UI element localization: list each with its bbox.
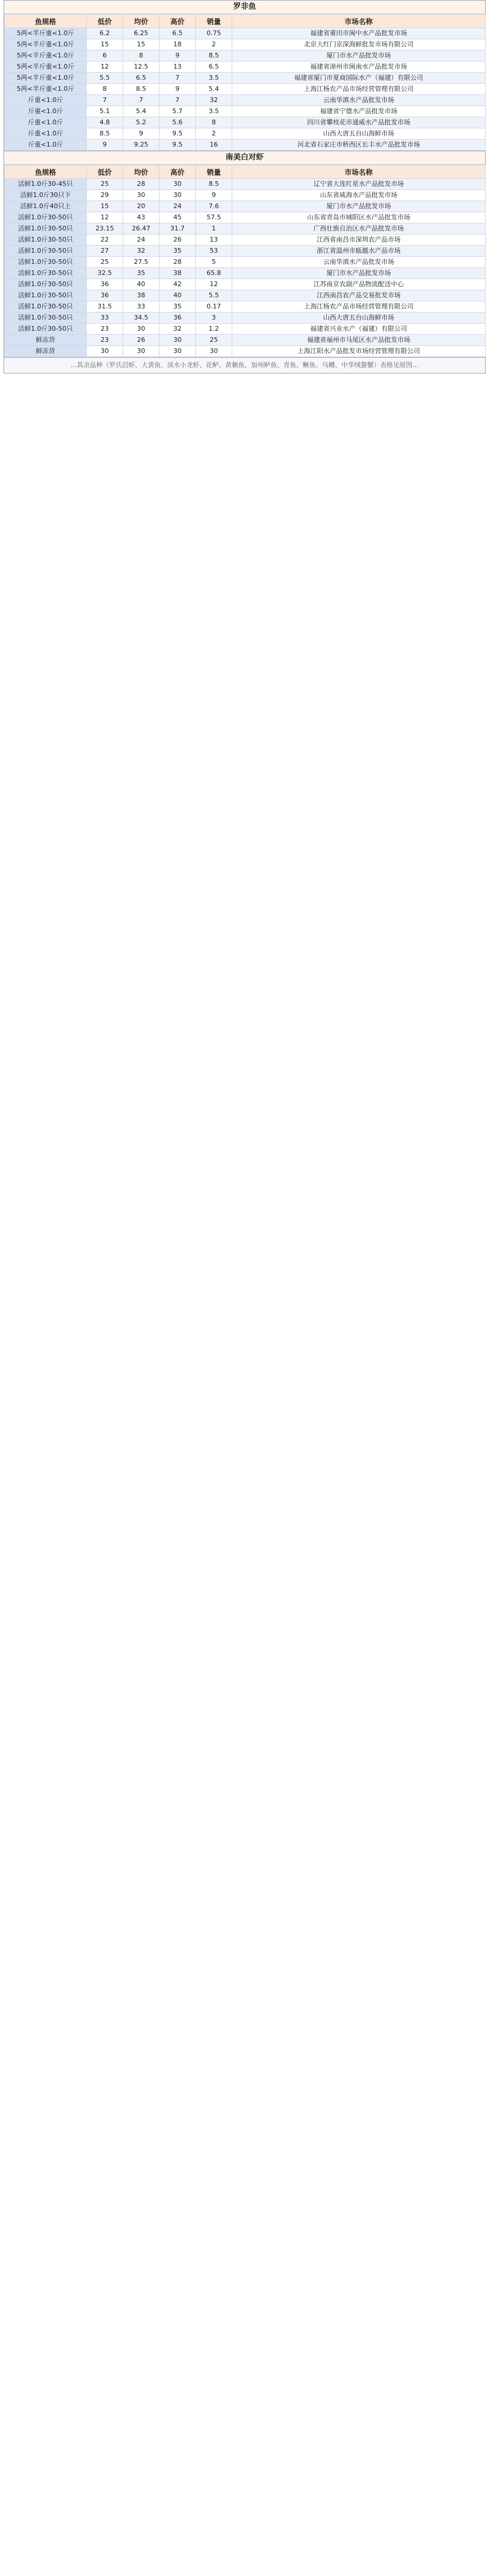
- table-row: [5, 106, 486, 117]
- cell-market: 福建省兴业水产（福建）有限公司: [232, 324, 486, 335]
- cell-market: 福建省福州市马尾区水产品批发市场: [232, 335, 486, 346]
- cell-market: 上海江杨农产品市场经营管理有限公司: [232, 301, 486, 313]
- cell-high: 36: [160, 313, 196, 324]
- cell-high: 30: [160, 190, 196, 201]
- cell-low: 15: [87, 201, 123, 212]
- cell-spec: 5两<半斤重<1.0斤: [5, 62, 87, 73]
- cell-avg: 35: [123, 268, 160, 279]
- cell-low: 8: [87, 84, 123, 95]
- cell-volume: 7.6: [196, 201, 232, 212]
- cell-market: 江苏南京农副产品物流配送中心: [232, 279, 486, 290]
- cell-avg: 6.25: [123, 28, 160, 39]
- cell-avg: 30: [123, 346, 160, 357]
- cell-high: 38: [160, 268, 196, 279]
- cell-avg: 9.25: [123, 140, 160, 151]
- cell-avg: 34.5: [123, 313, 160, 324]
- table-row: [5, 279, 486, 290]
- section-whiteleg-shrimp: [4, 151, 485, 358]
- cell-high: 5.7: [160, 106, 196, 117]
- table-row: [5, 268, 486, 279]
- cell-volume: 57.5: [196, 212, 232, 223]
- cell-high: 9: [160, 84, 196, 95]
- col-high: 高价: [160, 165, 196, 179]
- cell-low: 6: [87, 50, 123, 62]
- col-high: 高价: [160, 15, 196, 28]
- table-row: [5, 28, 486, 39]
- table-row: [5, 212, 486, 223]
- cell-market: 山西大唐五台山海鲜市场: [232, 313, 486, 324]
- cell-high: 9.5: [160, 140, 196, 151]
- cell-spec: 斤重<1.0斤: [5, 128, 87, 140]
- cell-market: 福建省宁德水产品批发市场: [232, 106, 486, 117]
- cell-avg: 32: [123, 246, 160, 257]
- table-row: [5, 257, 486, 268]
- cell-low: 36: [87, 279, 123, 290]
- section-title: 罗非鱼: [4, 1, 485, 14]
- cell-spec: 5两<半斤重<1.0斤: [5, 73, 87, 84]
- col-low: 低价: [87, 165, 123, 179]
- table-row: [5, 128, 486, 140]
- cell-spec: 活鲜1.0斤30-50只: [5, 313, 87, 324]
- cell-low: 7: [87, 95, 123, 106]
- table-row: [5, 301, 486, 313]
- cell-volume: 2: [196, 39, 232, 50]
- cell-high: 30: [160, 335, 196, 346]
- table-row: [5, 179, 486, 190]
- cell-market: 辽宁省大连红星水产品批发市场: [232, 179, 486, 190]
- cell-low: 29: [87, 190, 123, 201]
- cell-market: 福建省莆田市闽中水产品批发市场: [232, 28, 486, 39]
- section-tilapia: [4, 1, 485, 151]
- cell-low: 25: [87, 257, 123, 268]
- cell-avg: 6.5: [123, 73, 160, 84]
- cell-market: 浙江省温州市瓯越水产品市场: [232, 246, 486, 257]
- cell-high: 45: [160, 212, 196, 223]
- cell-market: 北京大红门京深海鲜批发市场有限公司: [232, 39, 486, 50]
- cell-volume: 25: [196, 335, 232, 346]
- cell-spec: 活鲜1.0斤30-50只: [5, 235, 87, 246]
- continuation-note: …其余品种（罗氏沼虾、大黄鱼、淡水小龙虾、花鲈、黄颡鱼、加州鲈鱼、青鱼、鳜鱼、乌鳢、中华绒螯蟹）表格见原图…: [4, 358, 485, 373]
- cell-high: 31.7: [160, 223, 196, 235]
- cell-market: 山东省威海水产品批发市场: [232, 190, 486, 201]
- cell-low: 30: [87, 346, 123, 357]
- cell-avg: 40: [123, 279, 160, 290]
- cell-market: 江西省南昌市深圳农产品市场: [232, 235, 486, 246]
- cell-volume: 0.17: [196, 301, 232, 313]
- cell-high: 30: [160, 346, 196, 357]
- table-row: [5, 223, 486, 235]
- col-avg: 均价: [123, 15, 160, 28]
- cell-spec: 活鲜1.0斤30-50只: [5, 324, 87, 335]
- cell-low: 23: [87, 324, 123, 335]
- cell-avg: 7: [123, 95, 160, 106]
- cell-avg: 8.5: [123, 84, 160, 95]
- cell-volume: 0.75: [196, 28, 232, 39]
- cell-avg: 15: [123, 39, 160, 50]
- cell-volume: 12: [196, 279, 232, 290]
- cell-volume: 3.5: [196, 106, 232, 117]
- cell-low: 4.8: [87, 117, 123, 128]
- cell-spec: 斤重<1.0斤: [5, 95, 87, 106]
- table-row: [5, 201, 486, 212]
- cell-spec: 鲜冻货: [5, 346, 87, 357]
- col-spec: 鱼规格: [5, 15, 87, 28]
- cell-low: 27: [87, 246, 123, 257]
- cell-avg: 30: [123, 190, 160, 201]
- cell-volume: 8.5: [196, 50, 232, 62]
- cell-high: 28: [160, 257, 196, 268]
- cell-high: 6.5: [160, 28, 196, 39]
- cell-low: 31.5: [87, 301, 123, 313]
- cell-high: 5.6: [160, 117, 196, 128]
- col-market: 市场名称: [232, 15, 486, 28]
- price-table: [4, 165, 486, 357]
- cell-low: 36: [87, 290, 123, 301]
- cell-high: 32: [160, 324, 196, 335]
- col-low: 低价: [87, 15, 123, 28]
- col-volume: 销量: [196, 15, 232, 28]
- cell-high: 7: [160, 73, 196, 84]
- table-row: [5, 62, 486, 73]
- cell-avg: 27.5: [123, 257, 160, 268]
- cell-spec: 活鲜1.0斤30-50只: [5, 257, 87, 268]
- table-row: [5, 235, 486, 246]
- cell-volume: 13: [196, 235, 232, 246]
- cell-avg: 12.5: [123, 62, 160, 73]
- cell-volume: 1.2: [196, 324, 232, 335]
- cell-low: 12: [87, 212, 123, 223]
- cell-high: 35: [160, 246, 196, 257]
- cell-volume: 5: [196, 257, 232, 268]
- cell-avg: 30: [123, 324, 160, 335]
- cell-volume: 3: [196, 313, 232, 324]
- table-row: [5, 190, 486, 201]
- cell-market: 山西大唐五台山海鲜市场: [232, 128, 486, 140]
- cell-avg: 24: [123, 235, 160, 246]
- col-spec: 鱼规格: [5, 165, 87, 179]
- cell-market: 山东省青岛市城阳区水产品批发市场: [232, 212, 486, 223]
- table-header-row: [5, 165, 486, 179]
- cell-low: 6.2: [87, 28, 123, 39]
- cell-avg: 5.2: [123, 117, 160, 128]
- cell-spec: 活鲜1.0斤30-50只: [5, 301, 87, 313]
- price-table: [4, 14, 486, 151]
- cell-spec: 5两<半斤重<1.0斤: [5, 39, 87, 50]
- cell-volume: 65.8: [196, 268, 232, 279]
- cell-avg: 8: [123, 50, 160, 62]
- cell-avg: 28: [123, 179, 160, 190]
- cell-spec: 活鲜1.0斤30-50只: [5, 290, 87, 301]
- table-row: [5, 39, 486, 50]
- cell-low: 23.15: [87, 223, 123, 235]
- cell-spec: 活鲜1.0斤40只上: [5, 201, 87, 212]
- cell-spec: 5两<半斤重<1.0斤: [5, 50, 87, 62]
- cell-avg: 33: [123, 301, 160, 313]
- cell-spec: 斤重<1.0斤: [5, 117, 87, 128]
- cell-high: 18: [160, 39, 196, 50]
- cell-market: 河北省石家庄市桥西区长丰水产品批发市场: [232, 140, 486, 151]
- col-volume: 销量: [196, 165, 232, 179]
- cell-volume: 16: [196, 140, 232, 151]
- cell-avg: 38: [123, 290, 160, 301]
- cell-low: 15: [87, 39, 123, 50]
- cell-market: 厦门市水产品批发市场: [232, 268, 486, 279]
- cell-spec: 活鲜1.0斤30-50只: [5, 212, 87, 223]
- table-row: [5, 95, 486, 106]
- cell-spec: 活鲜1.0斤30-50只: [5, 268, 87, 279]
- cell-low: 9: [87, 140, 123, 151]
- cell-low: 33: [87, 313, 123, 324]
- cell-spec: 斤重<1.0斤: [5, 106, 87, 117]
- cell-volume: 8: [196, 117, 232, 128]
- cell-low: 23: [87, 335, 123, 346]
- cell-market: 江西南昌农产品交易批发市场: [232, 290, 486, 301]
- cell-high: 42: [160, 279, 196, 290]
- cell-spec: 斤重<1.0斤: [5, 140, 87, 151]
- cell-avg: 26.47: [123, 223, 160, 235]
- table-row: [5, 84, 486, 95]
- table-row: [5, 313, 486, 324]
- cell-market: 云南华滇水产品批发市场: [232, 257, 486, 268]
- cell-high: 24: [160, 201, 196, 212]
- cell-volume: 2: [196, 128, 232, 140]
- cell-low: 25: [87, 179, 123, 190]
- cell-low: 22: [87, 235, 123, 246]
- cell-low: 12: [87, 62, 123, 73]
- cell-spec: 5两<半斤重<1.0斤: [5, 84, 87, 95]
- cell-high: 26: [160, 235, 196, 246]
- cell-spec: 活鲜1.0斤30-50只: [5, 223, 87, 235]
- cell-spec: 活鲜1.0斤30只下: [5, 190, 87, 201]
- cell-market: 福建省漳州市闽南水产品批发市场: [232, 62, 486, 73]
- cell-high: 7: [160, 95, 196, 106]
- col-avg: 均价: [123, 165, 160, 179]
- cell-volume: 5.4: [196, 84, 232, 95]
- cell-market: 上海江阳水产品批发市场经营管理有限公司: [232, 346, 486, 357]
- cell-volume: 5.5: [196, 290, 232, 301]
- cell-volume: 6.5: [196, 62, 232, 73]
- cell-spec: 活鲜1.0斤30-45只: [5, 179, 87, 190]
- cell-volume: 53: [196, 246, 232, 257]
- cell-spec: 鲜冻货: [5, 335, 87, 346]
- cell-market: 广西壮族自治区水产品批发市场: [232, 223, 486, 235]
- cell-low: 5.5: [87, 73, 123, 84]
- cell-low: 5.1: [87, 106, 123, 117]
- cell-avg: 26: [123, 335, 160, 346]
- cell-spec: 活鲜1.0斤30-50只: [5, 246, 87, 257]
- cell-market: 云南华滇水产品批发市场: [232, 95, 486, 106]
- cell-volume: 30: [196, 346, 232, 357]
- table-row: [5, 290, 486, 301]
- cell-market: 四川省攀枝花市通威水产品批发市场: [232, 117, 486, 128]
- table-row: [5, 246, 486, 257]
- table-row: [5, 324, 486, 335]
- table-row: [5, 73, 486, 84]
- cell-avg: 9: [123, 128, 160, 140]
- cell-spec: 5两<半斤重<1.0斤: [5, 28, 87, 39]
- table-row: [5, 335, 486, 346]
- table-row: [5, 346, 486, 357]
- cell-high: 35: [160, 301, 196, 313]
- cell-avg: 20: [123, 201, 160, 212]
- cell-high: 9: [160, 50, 196, 62]
- cell-market: 上海江杨农产品市场经营管理有限公司: [232, 84, 486, 95]
- table-row: [5, 117, 486, 128]
- cell-high: 30: [160, 179, 196, 190]
- cell-high: 13: [160, 62, 196, 73]
- cell-avg: 43: [123, 212, 160, 223]
- cell-high: 40: [160, 290, 196, 301]
- cell-low: 32.5: [87, 268, 123, 279]
- section-title: 南美白对虾: [4, 151, 485, 165]
- cell-market: 福建省厦门市夏商国际水产（福建）有限公司: [232, 73, 486, 84]
- cell-low: 8.5: [87, 128, 123, 140]
- table-row: [5, 50, 486, 62]
- cell-market: 厦门市水产品批发市场: [232, 201, 486, 212]
- cell-volume: 8.5: [196, 179, 232, 190]
- table-row: [5, 140, 486, 151]
- table-header-row: [5, 15, 486, 28]
- cell-volume: 32: [196, 95, 232, 106]
- cell-volume: 3.5: [196, 73, 232, 84]
- cell-spec: 活鲜1.0斤30-50只: [5, 279, 87, 290]
- cell-market: 厦门市水产品批发市场: [232, 50, 486, 62]
- cell-volume: 9: [196, 190, 232, 201]
- cell-avg: 5.4: [123, 106, 160, 117]
- price-table-page: [4, 0, 486, 374]
- cell-volume: 1: [196, 223, 232, 235]
- cell-high: 9.5: [160, 128, 196, 140]
- col-market: 市场名称: [232, 165, 486, 179]
